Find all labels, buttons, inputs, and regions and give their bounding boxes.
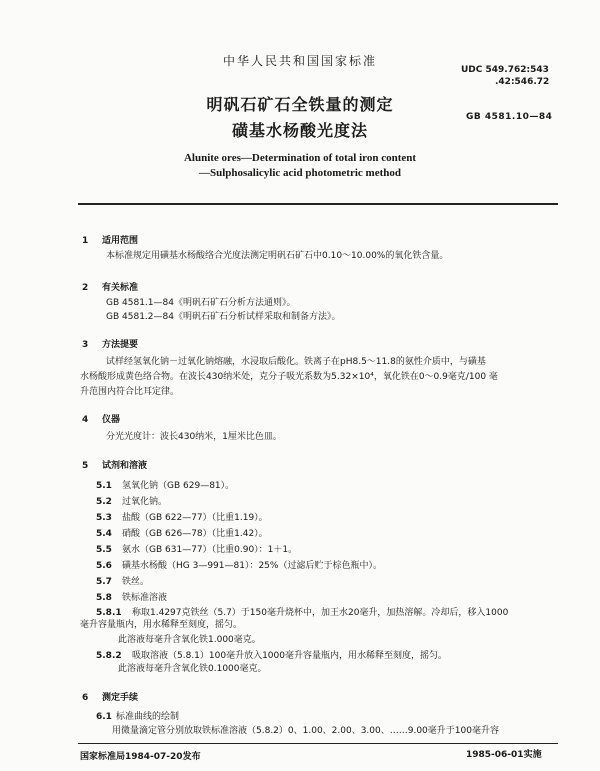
- item-number: 5.3: [96, 513, 112, 523]
- udc-line-1: UDC 549.762:543: [461, 65, 549, 75]
- section-number: 5: [82, 461, 89, 471]
- udc-code: [461, 64, 549, 88]
- reagent-item: [96, 542, 297, 555]
- reagent-item: [96, 526, 268, 539]
- item-text: 氢氧化钠（GB 629—81）。: [122, 481, 235, 491]
- reagent-item: [96, 590, 167, 603]
- item-text: 过氧化钠。: [122, 497, 168, 507]
- issued-date: 国家标准局1984-07-20发布: [80, 752, 201, 762]
- subsection-5-8-1-note: 此溶液每毫升含氧化铁1.000毫克。: [118, 635, 261, 645]
- section-3-line-1: 试样经氢氧化钠－过氧化钠熔融，水浸取后酸化。铁离子在pH8.5～11.8的氨性介质中，与磺基: [106, 357, 486, 367]
- top-divider: [78, 203, 558, 205]
- subsection-5-8-1: [96, 605, 508, 618]
- subsection-6-1-heading: [96, 709, 179, 722]
- section-title: 方法提要: [102, 340, 139, 350]
- item-text: 盐酸（GB 622—77）（比重1.19）。: [122, 513, 268, 523]
- item-text: 硝酸（GB 626—78）（比重1.42）。: [122, 529, 268, 539]
- reagent-item: [96, 558, 382, 571]
- section-title: 试剂和溶液: [102, 461, 148, 471]
- reference-2: GB 4581.2—84《明矾石矿石分析试样采取和制备方法》。: [106, 312, 341, 322]
- subsection-5-8-2-note: 此溶液每毫升含氧化铁0.1000毫克。: [118, 664, 267, 674]
- section-title: 测定手续: [102, 693, 139, 703]
- reagent-item: [96, 510, 268, 523]
- reference-1: GB 4581.1—84《明矾石矿石分析方法通则》。: [106, 298, 296, 308]
- item-number: 5.5: [96, 545, 112, 555]
- section-2-heading: [82, 280, 138, 293]
- item-text: 称取1.4297克铁丝（5.7）于150毫升烧杯中，加王水20毫升，加热溶解。冷却后，移入1000: [132, 608, 509, 618]
- section-5-heading: [82, 458, 147, 471]
- title-en-line-1: Alunite ores—Determination of total iron content: [183, 152, 417, 164]
- section-3-heading: [82, 337, 138, 350]
- standard-org-title: 中华人民共和国国家标准: [222, 54, 377, 68]
- subsection-6-1-text: 用微量滴定管分别放取铁标准溶液（5.8.2）0、1.00、2.00、3.00、……9.00毫升于100毫升容: [112, 726, 499, 736]
- bottom-divider: [78, 743, 558, 744]
- section-4-heading: [82, 412, 120, 425]
- effective-date: 1985-06-01实施: [466, 750, 542, 760]
- reagent-item: [96, 478, 234, 491]
- section-title: 适用范围: [102, 236, 139, 246]
- section-3-line-2: 水杨酸形成黄色络合物。在波长430纳米处，克分子吸光系数为5.32×10⁴，氧化铁在0～0.9毫克/100 毫: [80, 372, 498, 382]
- item-text: 吸取溶液（5.8.1）100毫升放入1000毫升容量瓶内，用水稀释至刻度，摇匀。: [132, 651, 447, 661]
- section-number: 2: [82, 283, 89, 293]
- item-number: 5.7: [96, 577, 112, 587]
- reagent-item: [96, 574, 149, 587]
- section-1-heading: [82, 233, 138, 246]
- section-number: 4: [82, 415, 89, 425]
- subsection-5-8-2: [96, 648, 447, 661]
- item-number: 5.6: [96, 561, 112, 571]
- udc-line-2: .42:546.72: [495, 77, 550, 87]
- item-text: 铁标准溶液: [122, 593, 168, 603]
- item-number: 6.1: [96, 712, 112, 722]
- item-text: 标准曲线的绘制: [116, 712, 180, 722]
- item-number: 5.8.2: [96, 651, 122, 661]
- item-number: 5.2: [96, 497, 112, 507]
- title-cn-line-1: 明矾石矿石全铁量的测定: [206, 95, 394, 114]
- section-1-text: 本标准规定用磺基水杨酸络合光度法测定明矾石矿石中0.10～10.00%的氧化铁含量。: [106, 251, 449, 261]
- item-number: 5.8.1: [96, 608, 122, 618]
- section-number: 6: [82, 693, 89, 703]
- section-title: 仪器: [102, 415, 121, 425]
- item-number: 5.4: [96, 529, 112, 539]
- item-number: 5.8: [96, 593, 112, 603]
- item-number: 5.1: [96, 481, 112, 491]
- item-text: 铁丝。: [122, 577, 150, 587]
- section-number: 3: [82, 340, 89, 350]
- subsection-5-8-1-line-2: 毫升容量瓶内，用水稀释至刻度，摇匀。: [80, 620, 243, 630]
- gb-code: GB 4581.10—84: [466, 112, 553, 122]
- item-text: 氨水（GB 631—77）（比重0.90）：1＋1。: [122, 545, 298, 555]
- section-number: 1: [82, 236, 89, 246]
- reagent-item: [96, 494, 167, 507]
- section-title: 有关标准: [102, 283, 139, 293]
- item-text: 磺基水杨酸（HG 3—991—81）：25%（过滤后贮于棕色瓶中）。: [122, 561, 382, 571]
- section-4-text: 分光光度计：波长430纳米，1厘米比色皿。: [106, 432, 282, 442]
- title-en-line-2: —Sulphosalicylic acid photometric method: [199, 167, 401, 179]
- section-3-line-3: 升范围内符合比耳定律。: [80, 387, 180, 397]
- section-6-heading: [82, 690, 138, 703]
- title-cn-line-2: 磺基水杨酸光度法: [231, 121, 368, 140]
